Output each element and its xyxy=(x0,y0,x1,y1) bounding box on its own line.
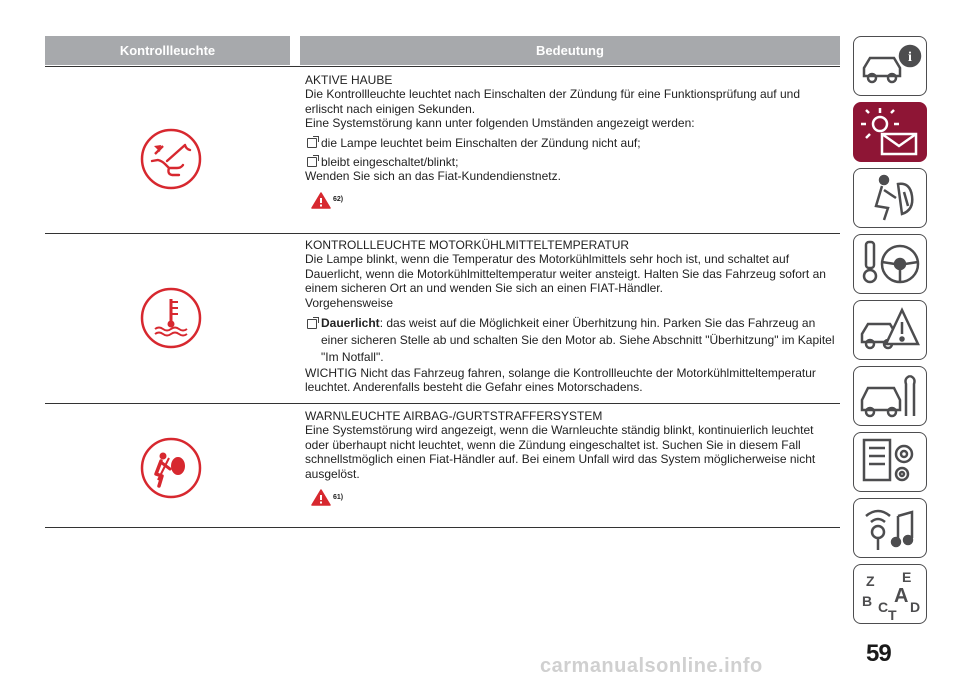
subheading: Vorgehensweise xyxy=(305,295,394,310)
row-title: AKTIVE HAUBE xyxy=(305,73,393,87)
table-header xyxy=(45,36,840,65)
row-text: Eine Systemstörung kann unter folgenden Umständen angezeigt werden: xyxy=(305,116,695,131)
key-steering-wheel-icon[interactable] xyxy=(853,234,927,294)
bullet-icon xyxy=(307,319,317,329)
row-text: Wenden Sie sich an das Fiat-Kundendienstnetz. xyxy=(305,169,561,184)
technical-data-icon[interactable] xyxy=(853,432,927,492)
row-kuehlmitteltemperatur xyxy=(305,238,840,395)
watermark: carmanualsonline.info xyxy=(540,655,763,677)
bullet-icon xyxy=(307,138,317,148)
row-divider xyxy=(45,527,840,528)
page-number: 59 xyxy=(866,640,891,667)
car-info-icon[interactable] xyxy=(853,36,927,96)
svg-text:E: E xyxy=(902,569,912,585)
row-aktive-haube xyxy=(305,73,840,209)
row-text: Die Lampe blinkt, wenn die Temperatur des Motorkühlmittels sehr hoch ist, und schaltet auf Dauerlicht, wenn die Motorkühlmitteltemperatur weiter ansteigt. Halten Sie das Fahrzeug sofort an einem sicheren Ort an und wenden Sie sich an einen FIAT-Händler. xyxy=(305,252,826,296)
engine-hood-icon xyxy=(139,127,203,191)
row-title: KONTROLLLEUCHTE MOTORKÜHLMITTELTEMPERATUR xyxy=(305,238,630,252)
svg-text:B: B xyxy=(862,593,873,609)
emergency-icon[interactable] xyxy=(853,300,927,360)
airbag-icon xyxy=(139,436,203,500)
row-divider xyxy=(45,233,840,234)
warning-triangle-icon xyxy=(311,489,331,506)
bullet-icon xyxy=(307,157,317,167)
alphabetical-index-icon[interactable] xyxy=(853,564,927,624)
svg-text:C: C xyxy=(878,599,889,615)
list-item: die Lampe leuchtet beim Einschalten der Zündung nicht auf; xyxy=(305,136,840,150)
list-item: bleibt eingeschaltet/blinkt; xyxy=(305,155,840,169)
row-title: WARN\LEUCHTE AIRBAG-/GURTSTRAFFERSYSTEM xyxy=(305,409,603,423)
warning-reference: 61) xyxy=(311,489,840,506)
row-text: Die Kontrollleuchte leuchtet nach Einschalten der Zündung für eine Funktionsprüfung auf und erlischt nach einigen Sekunden. xyxy=(305,87,800,116)
car-maintenance-icon[interactable] xyxy=(853,366,927,426)
seat-safety-icon[interactable] xyxy=(853,168,927,228)
warning-triangle-icon xyxy=(311,192,331,209)
svg-text:Z: Z xyxy=(866,573,875,589)
list-item: Dauerlicht: das weist auf die Möglichkeit einer Überhitzung hin. Parken Sie das Fahrzeug an einer sicheren Stelle ab und schalten Sie den Motor ab. Siehe Abschnitt "Überhitzung" im Kapitel "Im Notfall". xyxy=(305,315,840,366)
svg-text:i: i xyxy=(908,50,912,65)
svg-text:D: D xyxy=(910,599,921,615)
row-airbag xyxy=(305,409,840,506)
row-text: Eine Systemstörung wird angezeigt, wenn die Warnleuchte ständig blinkt, kontinuierlich leuchtet oder überhaupt nicht leuchtet, wenn die Zündung eingeschaltet ist. Suchen Sie in diesem Fall schnellstmöglich einen Fiat-Händler auf. Bei einem Unfall wird das System möglicherweise nicht ausgelöst. xyxy=(305,423,816,481)
svg-text:T: T xyxy=(888,607,897,620)
warning-lights-icon[interactable] xyxy=(853,102,927,162)
header-rule xyxy=(45,66,840,67)
header-bedeutung: Bedeutung xyxy=(536,43,604,58)
row-divider xyxy=(45,403,840,404)
coolant-temperature-icon xyxy=(139,286,203,350)
header-kontrollleuchte: Kontrollleuchte xyxy=(119,43,216,58)
svg-text:A: A xyxy=(894,585,909,607)
warning-reference: 62) xyxy=(311,192,840,209)
multimedia-icon[interactable] xyxy=(853,498,927,558)
row-text: WICHTIG Nicht das Fahrzeug fahren, solange die Kontrollleuchte der Motorkühlmitteltemperatur leuchtet. Anderenfalls besteht die Gefahr eines Motorschadens. xyxy=(305,366,816,395)
